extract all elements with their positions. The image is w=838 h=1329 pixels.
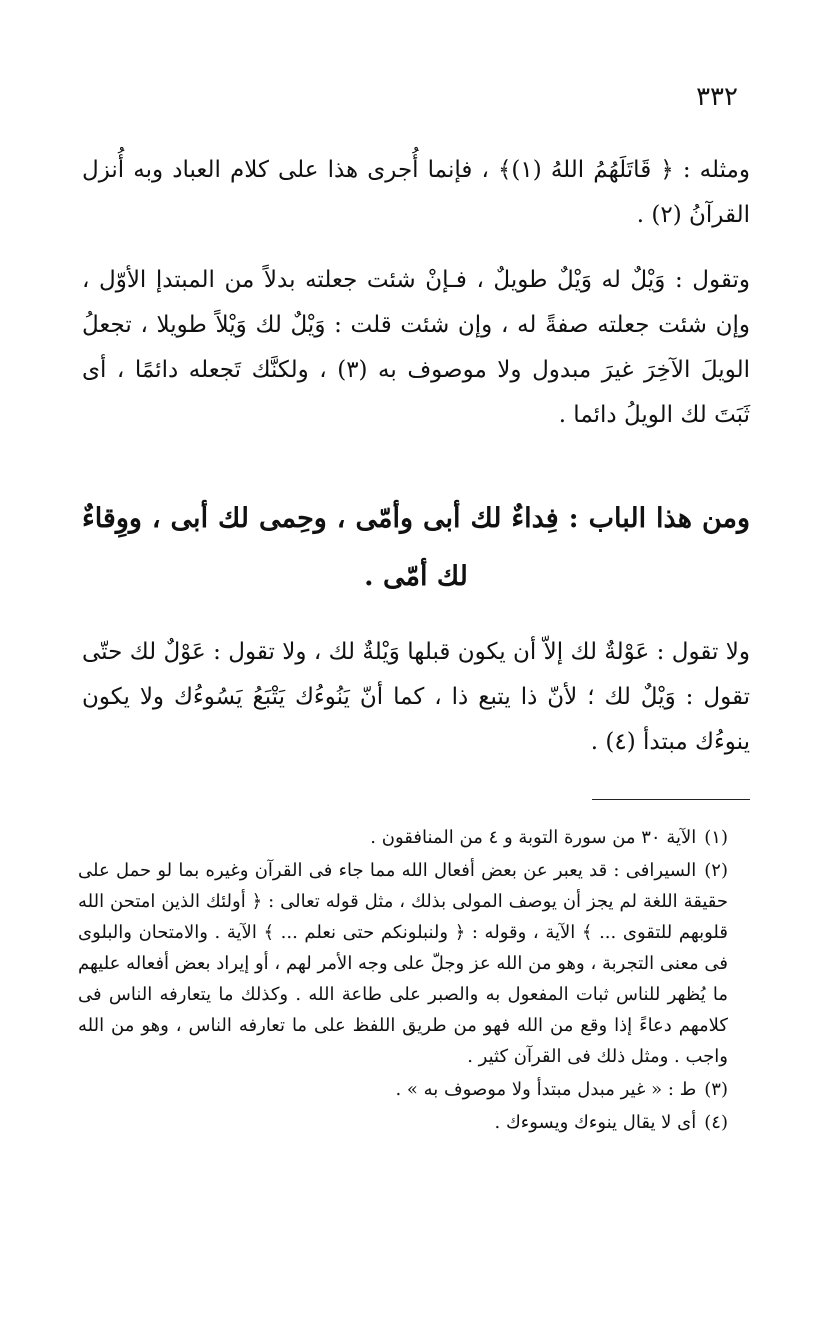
paragraph-2 [82,258,750,438]
paragraph-3 [82,630,750,765]
paragraph-text: ومثله : ﴿ قَاتَلَهُمُ اللهُ (١)﴾ ، فإنما أُجرى هذا على كلام العباد وبه أُنزل القرآنُ (٢) . [82,157,750,228]
footnote-marker: (٢) [704,860,728,881]
footnote-1 [78,822,754,853]
page-number: ٣٣٢ [696,82,738,112]
footnote-4 [78,1107,754,1138]
paragraph-1 [82,148,750,238]
footnote-text: ط : « غير مبدل مبتدأ ولا موصوف به » . [395,1079,697,1100]
footnote-text: الآية ٣٠ من سورة التوبة و ٤ من المنافقون . [370,827,697,848]
footnote-2 [78,855,754,1072]
footnote-marker: (٤) [704,1112,728,1133]
paragraph-text: وتقول : وَيْلٌ له وَيْلٌ طويلٌ ، فـإنْ شئت جعلته بدلاً من المبتدإ الأوّل ، وإن شئت جعلته صفةً له ، وإن شئت قلت : وَيْلٌ لك وَيْلاً طويلا ، تجعلُ الويلَ الآخِرَ غيرَ مبدول ولا موصوف به (٣) ، ولكنَّك تَجعله دائمًا ، أى ثَبَتَ لك الويلُ دائما . [82,267,750,428]
footnote-3 [78,1074,754,1105]
footnotes [78,822,754,1140]
footnote-marker: (٣) [704,1079,728,1100]
paragraph-text: ولا تقول : عَوْلةٌ لك إلاّ أن يكون قبلها وَيْلةٌ لك ، ولا تقول : عَوْلٌ لك حتّى تقول : وَيْلٌ لك ؛ لأنّ ذا يتبع ذا ، كما أنّ يَنُوءُك يَتْبَعُ يَسُوءُك ولا يكون ينوءُك مبتدأ (٤) . [82,639,750,755]
footnote-text: أى لا يقال ينوءك ويسوءك . [494,1112,697,1133]
section-heading: ومن هذا الباب : فِداءٌ لك أبى وأمّى ، وحِمى لك أبى ، ووِقاءٌ لك أمّى . [82,503,750,592]
footnote-marker: (١) [704,827,728,848]
footnote-divider [592,799,750,800]
footnote-text: السيرافى : قد يعبر عن بعض أفعال الله مما جاء فى القرآن وغيره بما لو حمل على حقيقة اللغة لم يجز أن يوصف المولى بذلك ، مثل قوله تعالى : ﴿ أولئك الذين امتحن الله قلوبهم للتقوى ... ﴾ الآية ، وقوله : ﴿ ولنبلونكم حتى نعلم ... ﴾ الآية . والامتحان والبلوى فى معنى التجربة ، وهو من الله عز وجلّ على وجه الأمر لهم ، أو إيراد بعض أفعاله عليهم ما يُظهر للناس ثبات المفعول به والصبر على طاعة الله . وكذلك ما يتعارفه الناس فى كلامهم دعاءً إذا وقع من الله فهو من طريق اللفظ على ما تعارفه الناس ، وهو من الله واجب . ومثل ذلك فى القرآن كثير . [78,860,728,1067]
